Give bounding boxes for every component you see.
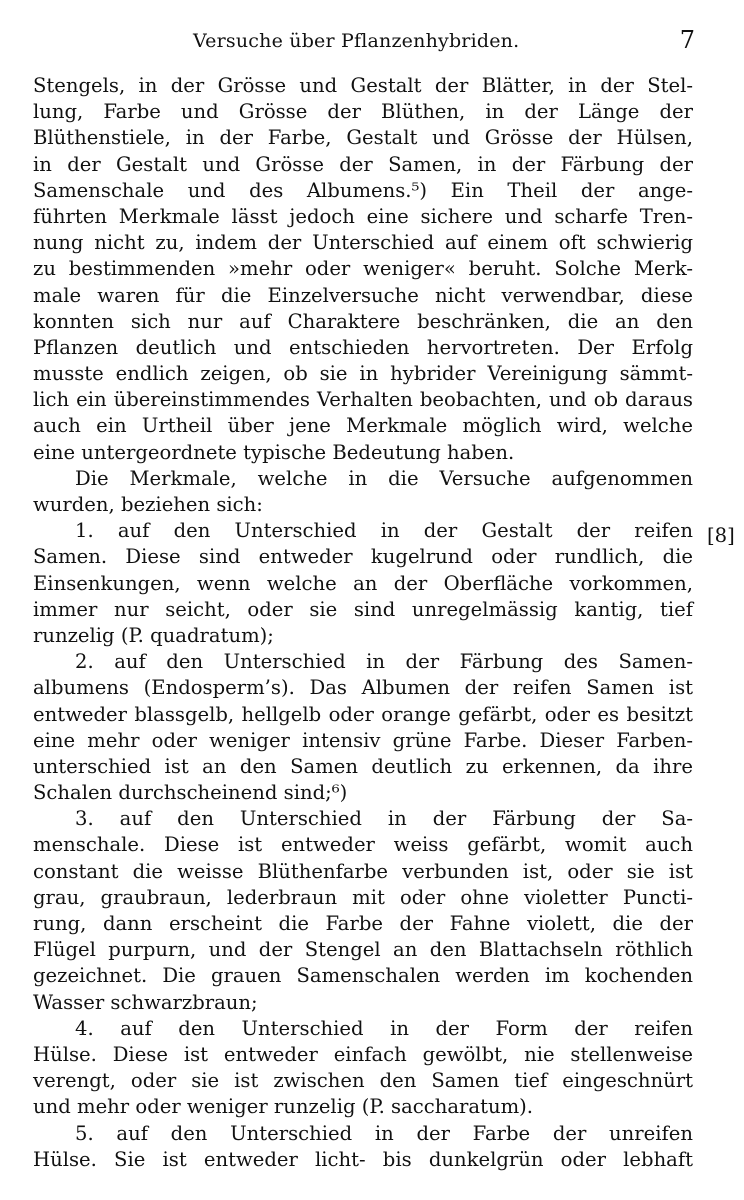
running-head-title: Versuche über Pflanzenhybriden. <box>193 30 520 52</box>
text-line: lich ein übereinstimmendes Verhalten beobachten, und ob daraus <box>33 388 693 412</box>
text-line: Flügel purpurn, und der Stengel an den Blattachseln röthlich <box>33 938 693 962</box>
text-line: nung nicht zu, indem der Unterschied auf einem oft schwierig <box>33 231 693 255</box>
text-line: Stengels, in der Grösse und Gestalt der Blätter, in der Stel- <box>33 74 693 97</box>
text-line: immer nur seicht, oder sie sind unregelmässig kantig, tief <box>33 597 693 621</box>
text-line: eine mehr oder weniger intensiv grüne Farbe. Dieser Farben- <box>33 728 693 752</box>
text-line: male waren für die Einzelversuche nicht verwendbar, diese <box>33 283 693 307</box>
text-line: verengt, oder sie ist zwischen den Samen tief eingeschnürt <box>33 1069 693 1093</box>
text-line: lung, Farbe und Grösse der Blüthen, in der Länge der <box>33 100 693 124</box>
text-line: constant die weisse Blüthenfarbe verbunden ist, oder sie ist <box>33 859 693 883</box>
list-item-1-end: runzelig (P. quadratum); <box>33 623 274 647</box>
text-line: zu bestimmenden »mehr oder weniger« beruht. Solche Merk- <box>33 257 693 281</box>
text-line: Hülse. Diese ist entweder einfach gewölbt, nie stellenweise <box>33 1042 693 1066</box>
list-item-3-end: Wasser schwarzbraun; <box>33 990 258 1014</box>
page-number: 7 <box>679 26 695 54</box>
list-item-2-start: 2. auf den Unterschied in der Färbung des Samen- <box>75 650 693 674</box>
list-item-1-start: 1. auf den Unterschied in der Gestalt der reifen <box>75 519 693 543</box>
text-line: in der Gestalt und Grösse der Samen, in der Färbung der <box>33 152 693 176</box>
text-line: Samen. Diese sind entweder kugelrund oder rundlich, die <box>33 545 693 569</box>
text-line: unterschied ist an den Samen deutlich zu erkennen, da ihre <box>33 754 693 778</box>
paragraph-end-line: wurden, beziehen sich: <box>33 493 263 516</box>
text-line: Hülse. Sie ist entweder licht- bis dunkelgrün oder lebhaft <box>33 1147 693 1171</box>
text-line: Pflanzen deutlich und entschieden hervortreten. Der Erfolg <box>33 335 693 359</box>
running-head <box>33 26 695 56</box>
text-line: führten Merkmale lässt jedoch eine sichere und scharfe Tren- <box>33 204 693 228</box>
text-line: menschale. Diese ist entweder weiss gefärbt, womit auch <box>33 833 693 857</box>
text-line: konnten sich nur auf Charaktere beschränken, die an den <box>33 309 693 333</box>
list-item-2-end: Schalen durchscheinend sind;⁶) <box>33 781 348 805</box>
text-line: musste endlich zeigen, ob sie in hybrider Vereinigung sämmt- <box>33 362 693 386</box>
paragraph-end-line: eine untergeordnete typische Bedeutung haben. <box>33 440 515 464</box>
list-item-4-start: 4. auf den Unterschied in der Form der reifen <box>75 1016 693 1040</box>
text-line: Blüthenstiele, in der Farbe, Gestalt und Grösse der Hülsen, <box>33 126 693 150</box>
list-item-3-start: 3. auf den Unterschied in der Färbung der Sa- <box>75 807 693 831</box>
list-item-4-end: und mehr oder weniger runzelig (P. saccharatum). <box>33 1095 534 1119</box>
margin-page-reference: [8] <box>707 524 735 547</box>
text-line: grau, graubraun, lederbraun mit oder ohne violetter Puncti- <box>33 885 693 909</box>
text-line: gezeichnet. Die grauen Samenschalen werden im kochenden <box>33 964 693 988</box>
text-line: albumens (Endosperm’s). Das Albumen der reifen Samen ist <box>33 676 693 700</box>
text-line: auch ein Urtheil über jene Merkmale möglich wird, welche <box>33 414 693 438</box>
text-line: entweder blassgelb, hellgelb oder orange gefärbt, oder es besitzt <box>33 702 693 726</box>
text-line: Einsenkungen, wenn welche an der Oberfläche vorkommen, <box>33 571 693 595</box>
text-line: Samenschale und des Albumens.⁵) Ein Theil der ange- <box>33 178 693 202</box>
list-item-5-start: 5. auf den Unterschied in der Farbe der unreifen <box>75 1121 693 1145</box>
body-text <box>33 73 693 1173</box>
paragraph-start-line: Die Merkmale, welche in die Versuche aufgenommen <box>75 466 693 490</box>
text-line: rung, dann erscheint die Farbe der Fahne violett, die der <box>33 912 693 935</box>
